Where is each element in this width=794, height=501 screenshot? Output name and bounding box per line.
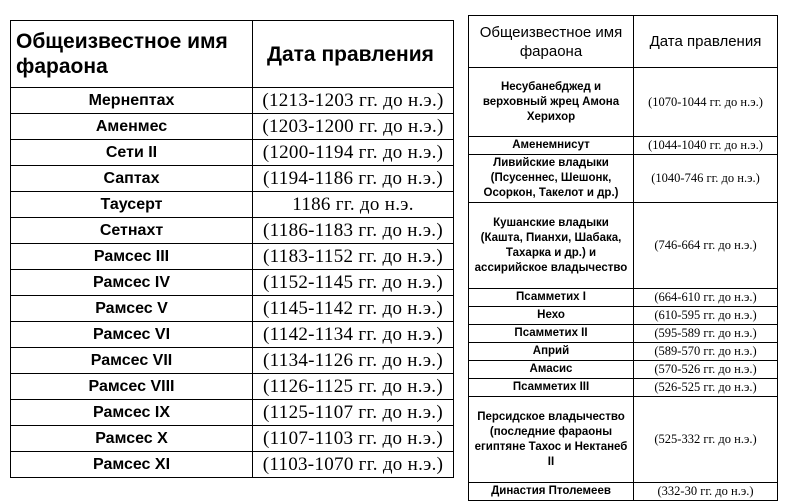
reign-date: (1203-1200 гг. до н.э.)	[253, 114, 454, 140]
pharaoh-name: Рамсес XI	[11, 452, 253, 478]
pharaoh-name: Несубанебджед и верховный жрец Амона Херихор	[469, 68, 634, 137]
pharaoh-name: Аменмес	[11, 114, 253, 140]
reign-date: (1152-1145 гг. до н.э.)	[253, 270, 454, 296]
table-row	[469, 137, 778, 155]
table-row	[11, 244, 454, 270]
reign-date: (746-664 гг. до н.э.)	[634, 203, 778, 289]
pharaoh-name: Аменемнисут	[469, 137, 634, 155]
table-row	[469, 203, 778, 289]
table-row	[469, 68, 778, 137]
reign-date: (595-589 гг. до н.э.)	[634, 325, 778, 343]
reign-date: (525-332 гг. до н.э.)	[634, 397, 778, 483]
table-row	[469, 307, 778, 325]
table-row	[11, 322, 454, 348]
reign-date: (526-525 гг. до н.э.)	[634, 379, 778, 397]
pharaoh-name: Рамсес VI	[11, 322, 253, 348]
reign-date: (1126-1125 гг. до н.э.)	[253, 374, 454, 400]
reign-date: (1194-1186 гг. до н.э.)	[253, 166, 454, 192]
pharaoh-name: Рамсес VIII	[11, 374, 253, 400]
column-header-name: Общеизвестное имя фараона	[11, 21, 253, 88]
pharaoh-name: Псамметих I	[469, 289, 634, 307]
table-row	[11, 218, 454, 244]
table-row	[11, 140, 454, 166]
pharaoh-name: Амасис	[469, 361, 634, 379]
reign-date: (664-610 гг. до н.э.)	[634, 289, 778, 307]
pharaoh-name: Рамсес IV	[11, 270, 253, 296]
pharaoh-name: Нехо	[469, 307, 634, 325]
reign-date: (1134-1126 гг. до н.э.)	[253, 348, 454, 374]
table-row	[11, 296, 454, 322]
reign-date: (1183-1152 гг. до н.э.)	[253, 244, 454, 270]
table-row	[11, 270, 454, 296]
table-header-row	[469, 16, 778, 68]
pharaoh-name: Мернептах	[11, 88, 253, 114]
reign-date: (1107-1103 гг. до н.э.)	[253, 426, 454, 452]
table-header-row	[11, 21, 454, 88]
table-row	[469, 155, 778, 203]
pharaoh-name: Априй	[469, 343, 634, 361]
table-row	[469, 397, 778, 483]
pharaoh-name: Кушанские владыки (Кашта, Пианхи, Шабака, Тахарка и др.) и ассирийское владычество	[469, 203, 634, 289]
pharaoh-name: Псамметих III	[469, 379, 634, 397]
table-row	[469, 289, 778, 307]
table-row	[469, 379, 778, 397]
reign-date: (589-570 гг. до н.э.)	[634, 343, 778, 361]
pharaoh-name: Сетнахт	[11, 218, 253, 244]
pharaoh-name: Персидское владычество (последние фараоны египтяне Тахос и Нектанеб II	[469, 397, 634, 483]
pharaoh-name: Саптах	[11, 166, 253, 192]
pharaoh-name: Династия Птолемеев	[469, 483, 634, 501]
pharaoh-name: Ливийские владыки (Псусеннес, Шешонк, Осоркон, Такелот и др.)	[469, 155, 634, 203]
reign-date: (1186-1183 гг. до н.э.)	[253, 218, 454, 244]
column-header-date: Дата правления	[253, 21, 454, 88]
pharaoh-name: Рамсес V	[11, 296, 253, 322]
reign-date: (570-526 гг. до н.э.)	[634, 361, 778, 379]
table-row	[469, 343, 778, 361]
pharaoh-name: Рамсес IX	[11, 400, 253, 426]
reign-date: (1103-1070 гг. до н.э.)	[253, 452, 454, 478]
pharaoh-table-left	[10, 20, 454, 478]
reign-date: 1186 гг. до н.э.	[253, 192, 454, 218]
reign-date: (1040-746 гг. до н.э.)	[634, 155, 778, 203]
reign-date: (1145-1142 гг. до н.э.)	[253, 296, 454, 322]
table-row	[11, 452, 454, 478]
reign-date: (1142-1134 гг. до н.э.)	[253, 322, 454, 348]
pharaoh-name: Рамсес VII	[11, 348, 253, 374]
reign-date: (1125-1107 гг. до н.э.)	[253, 400, 454, 426]
pharaoh-name: Рамсес III	[11, 244, 253, 270]
pharaoh-name: Рамсес X	[11, 426, 253, 452]
table-row	[11, 374, 454, 400]
table-row	[469, 361, 778, 379]
table-row	[11, 192, 454, 218]
table-row	[11, 348, 454, 374]
table-row	[11, 114, 454, 140]
pharaoh-name: Таусерт	[11, 192, 253, 218]
reign-date: (1070-1044 гг. до н.э.)	[634, 68, 778, 137]
table-row	[11, 400, 454, 426]
pharaoh-name: Сети II	[11, 140, 253, 166]
table-row	[469, 325, 778, 343]
table-row	[11, 88, 454, 114]
reign-date: (1200-1194 гг. до н.э.)	[253, 140, 454, 166]
reign-date: (1044-1040 гг. до н.э.)	[634, 137, 778, 155]
reign-date: (610-595 гг. до н.э.)	[634, 307, 778, 325]
reign-date: (332-30 гг. до н.э.)	[634, 483, 778, 501]
table-row	[11, 166, 454, 192]
column-header-date: Дата правления	[634, 16, 778, 68]
table-row	[469, 483, 778, 501]
pharaoh-table-right	[468, 15, 778, 501]
column-header-name: Общеизвестное имя фараона	[469, 16, 634, 68]
reign-date: (1213-1203 гг. до н.э.)	[253, 88, 454, 114]
table-row	[11, 426, 454, 452]
pharaoh-name: Псамметих II	[469, 325, 634, 343]
